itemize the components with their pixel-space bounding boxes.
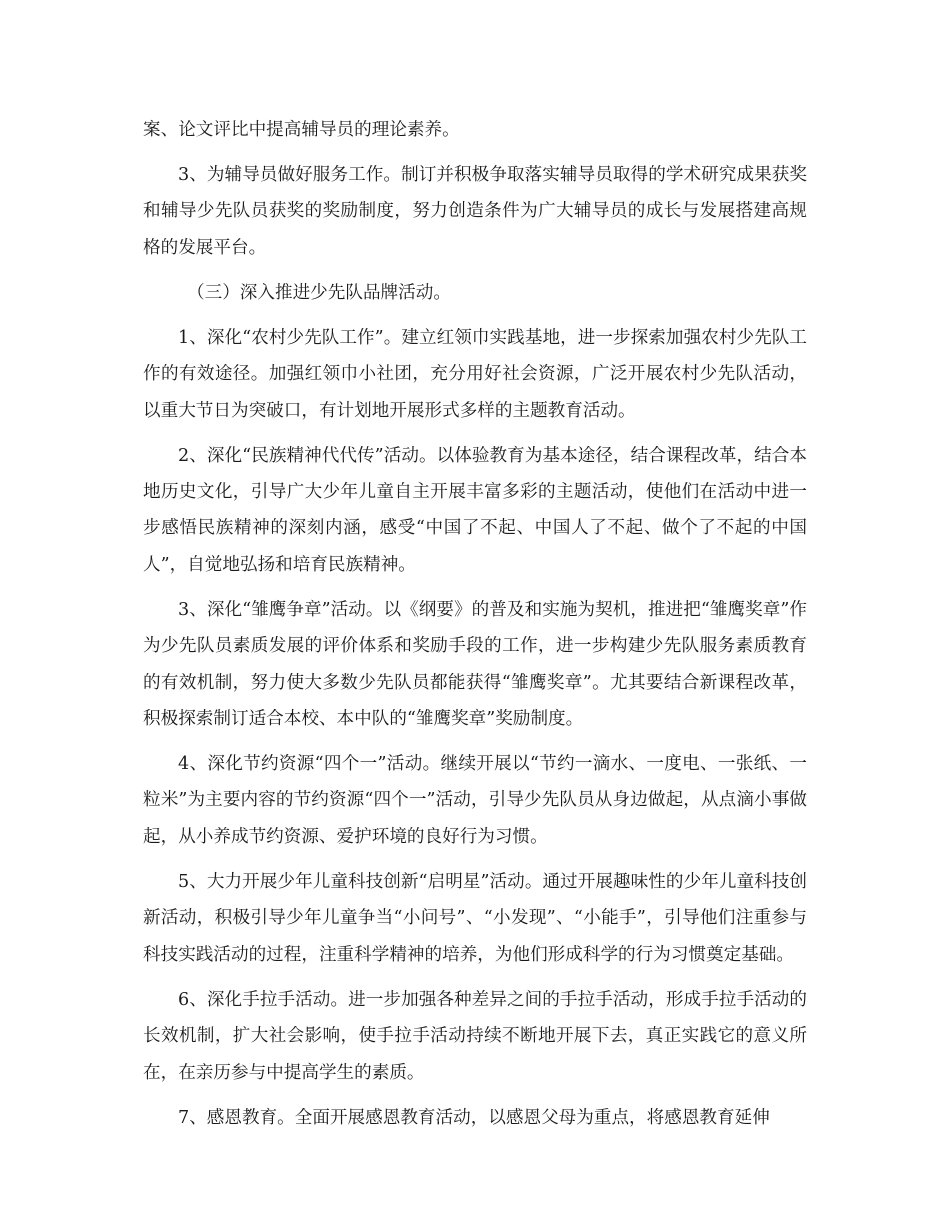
paragraph-item-3-service: 3、为辅导员做好服务工作。制订并积极争取落实辅导员取得的学术研究成果获奖和辅导少先队员获奖的奖励制度，努力创造条件为广大辅导员的成长与发展搭建高规格的发展平台。 bbox=[143, 165, 807, 258]
paragraph-item-4-saving: 4、深化节约资源“四个一”活动。继续开展以“节约一滴水、一度电、一张纸、一粒米”为主要内容的节约资源“四个一”活动，引导少先队员从身边做起，从点滴小事做起，从小养成节约资源、爱护环境的良好行为习惯。 bbox=[143, 754, 807, 847]
paragraph-item-2-national-spirit: 2、深化“民族精神代代传”活动。以体验教育为基本途径，结合课程改革，结合本地历史文化，引导广大少年儿童自主开展丰富多彩的主题活动，使他们在活动中进一步感悟民族精神的深刻内涵，感受“中国了不起、中国人了不起、做个了不起的中国人”，自觉地弘扬和培育民族精神。 bbox=[143, 445, 807, 575]
section-heading-3: （三）深入推进少先队品牌活动。 bbox=[187, 282, 451, 303]
paragraph-item-6-hand-in-hand: 6、深化手拉手活动。进一步加强各种差异之间的手拉手活动，形成手拉手活动的长效机制，扩大社会影响，使手拉手活动持续不断地开展下去，真正实践它的意义所在，在亲历参与中提高学生的素质。 bbox=[143, 989, 807, 1083]
document-body bbox=[143, 112, 807, 1145]
paragraph-item-3-eagle-badge: 3、深化“雏鹰争章”活动。以《纲要》的普及和实施为契机，推进把“雏鹰奖章”作为少先队员素质发展的评价体系和奖励手段的工作，进一步构建少先队服务素质教育的有效机制，努力使大多数少先队员都能获得“雏鹰奖章”。尤其要结合新课程改革，积极探索制订适合本校、本中队的“雏鹰奖章”奖励制度。 bbox=[143, 599, 807, 730]
paragraph-item-5-science: 5、大力开展少年儿童科技创新“启明星”活动。通过开展趣味性的少年儿童科技创新活动，积极引导少年儿童争当“小问号”、“小发现”、“小能手”，引导他们注重参与科技实践活动的过程，注重科学精神的培养，为他们形成科学的行为习惯奠定基础。 bbox=[143, 871, 807, 965]
paragraph-item-1-rural: 1、深化“农村少先队工作”。建立红领巾实践基地，进一步探索加强农村少先队工作的有效途径。加强红领巾小社团，充分用好社会资源，广泛开展农村少先队活动，以重大节日为突破口，有计划地开展形式多样的主题教育活动。 bbox=[143, 327, 807, 421]
paragraph-item-7-gratitude: 7、感恩教育。全面开展感恩教育活动，以感恩父母为重点，将感恩教育延伸 bbox=[178, 1107, 770, 1128]
paragraph-continuation: 案、论文评比中提高辅导员的理论素养。 bbox=[143, 120, 460, 140]
